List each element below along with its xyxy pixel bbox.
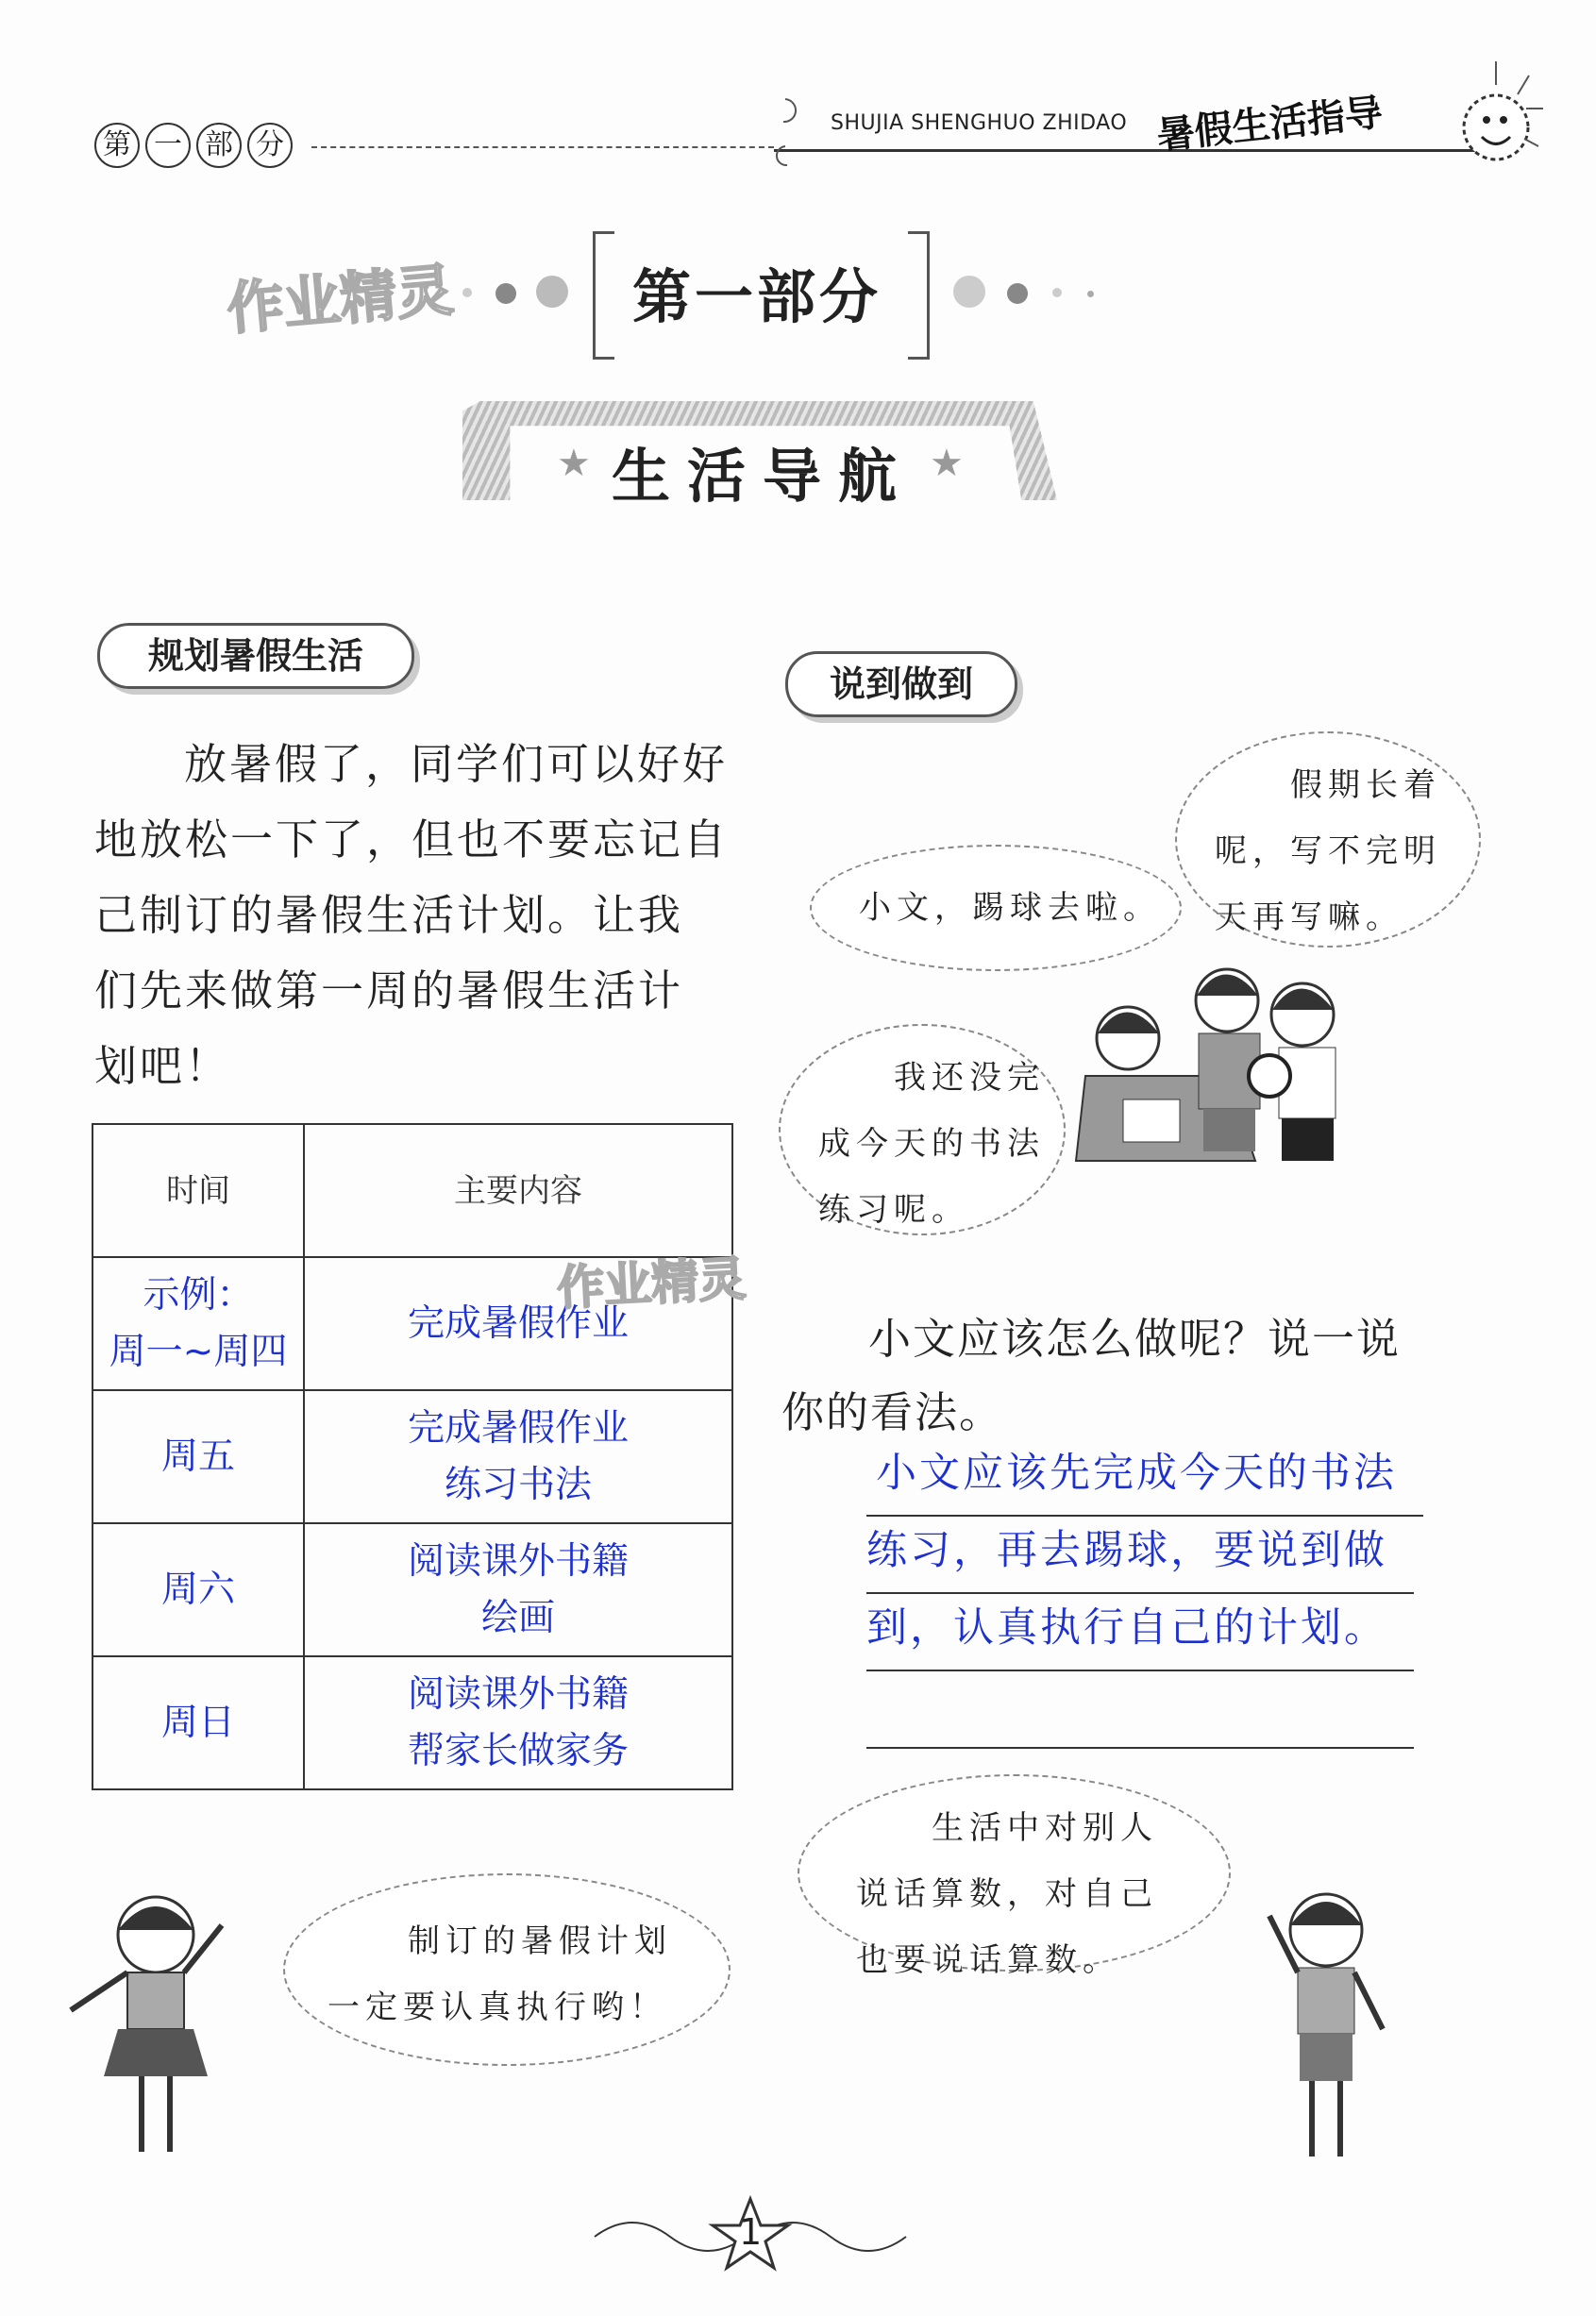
bracket-right	[908, 231, 930, 360]
dot	[536, 276, 568, 308]
content-cell	[304, 1390, 732, 1523]
answer-line[interactable]	[866, 1671, 1414, 1749]
bubble-text: 成今天的书法	[818, 1125, 1045, 1163]
three-boys-illustration	[1067, 944, 1369, 1170]
content-text: 完成暑假作业	[407, 1406, 629, 1450]
part-char: 一	[145, 123, 191, 168]
header-rule	[774, 149, 1501, 152]
watermark: 作业精灵	[555, 1250, 748, 1317]
table-header-row	[92, 1124, 732, 1257]
part-label	[94, 123, 298, 168]
smiling-sun-icon	[1444, 52, 1557, 175]
bracket-left	[593, 231, 614, 360]
dot	[496, 283, 516, 304]
part-char: 分	[247, 123, 293, 168]
content-text: 完成暑假作业	[407, 1301, 629, 1345]
watermark: 作业精灵	[224, 257, 457, 344]
time-cell: 周日	[92, 1656, 304, 1789]
bubble-text: 也要说话算数。	[856, 1941, 1120, 1979]
dot	[1087, 291, 1094, 297]
paragraph-line: 放暑假了，同学们可以好好	[184, 739, 729, 789]
content-text: 阅读课外书籍	[407, 1539, 629, 1583]
content-text: 帮家长做家务	[407, 1729, 629, 1772]
girl-illustration	[57, 1878, 255, 2180]
star-icon: ★	[557, 442, 591, 485]
paragraph-line: 划吧！	[94, 1041, 231, 1091]
time-cell: 周六	[92, 1523, 304, 1656]
content-cell	[304, 1523, 732, 1656]
series-pinyin: SHUJIA SHENGHUO ZHIDAO	[831, 111, 1128, 135]
content-text: 练习书法	[444, 1463, 592, 1506]
content-text: 绘画	[480, 1596, 555, 1639]
bubble-text: 制订的暑假计划	[408, 1922, 672, 1960]
bubble-text: 一定要认真执行哟！	[328, 1989, 667, 2026]
dot	[953, 276, 985, 308]
time-text: 示例：	[143, 1273, 254, 1317]
paragraph-line: 地放松一下了，但也不要忘记自	[94, 814, 730, 864]
question-line: 你的看法。	[781, 1387, 1004, 1437]
answer-line[interactable]: 小文应该先完成今天的书法	[866, 1439, 1423, 1517]
header-time: 时间	[92, 1124, 304, 1257]
section-tag-plan: 规划暑假生活	[97, 623, 414, 689]
bubble-text: 说话算数，对自己	[856, 1875, 1158, 1913]
bubble-text: 练习呢。	[818, 1191, 969, 1229]
series-logo: 暑假生活指导	[1154, 91, 1386, 159]
star-icon: ★	[930, 442, 964, 485]
speech-bubble-xiaowen	[779, 1024, 1066, 1235]
speech-bubble-girl	[283, 1873, 731, 2066]
dot	[1052, 288, 1062, 297]
nav-title: 生活导航	[612, 442, 915, 511]
bubble-text: 天再写嘛。	[1215, 898, 1403, 936]
part-char: 部	[196, 123, 242, 168]
header-dashed-line	[311, 146, 774, 148]
answer-area	[866, 1439, 1423, 1749]
question-line: 小文应该怎么做呢？说一说	[868, 1314, 1402, 1364]
header-content: 主要内容	[304, 1124, 732, 1257]
time-cell: 周五	[92, 1390, 304, 1523]
speech-bubble-boy	[798, 1774, 1231, 1979]
table-row	[92, 1656, 732, 1789]
bubble-text: 假期长着	[1290, 766, 1441, 804]
dot	[462, 288, 472, 297]
speech-bubble-later	[1175, 731, 1481, 948]
dot	[1007, 283, 1028, 304]
section-title: 第一部分	[632, 262, 882, 331]
bubble-text: 我还没完	[894, 1059, 1045, 1097]
section-tag-keep-word: 说到做到	[785, 651, 1017, 717]
part-char: 第	[94, 123, 140, 168]
intro-paragraph	[94, 727, 746, 1104]
question	[781, 1302, 1442, 1450]
paragraph-line: 们先来做第一周的暑假生活计	[94, 965, 684, 1015]
time-text: 周一~周四	[109, 1330, 288, 1373]
content-cell	[304, 1656, 732, 1789]
boy-illustration	[1246, 1878, 1406, 2180]
bubble-text: 呢，写不完明	[1215, 832, 1441, 870]
answer-line[interactable]: 练习，再去踢球，要说到做	[866, 1517, 1414, 1594]
paragraph-line: 己制订的暑假生活计划。让我	[94, 890, 684, 940]
time-cell	[92, 1257, 304, 1390]
scroll-curl-icon	[766, 90, 804, 184]
plan-table	[92, 1123, 733, 1790]
answer-line[interactable]: 到，认真执行自己的计划。	[866, 1594, 1414, 1671]
content-text: 阅读课外书籍	[407, 1672, 629, 1716]
table-row	[92, 1390, 732, 1523]
table-row	[92, 1523, 732, 1656]
bubble-text: 小文，踢球去啦。	[859, 889, 1161, 927]
bubble-text: 生活中对别人	[932, 1809, 1158, 1847]
page-number: 1	[739, 2211, 763, 2253]
